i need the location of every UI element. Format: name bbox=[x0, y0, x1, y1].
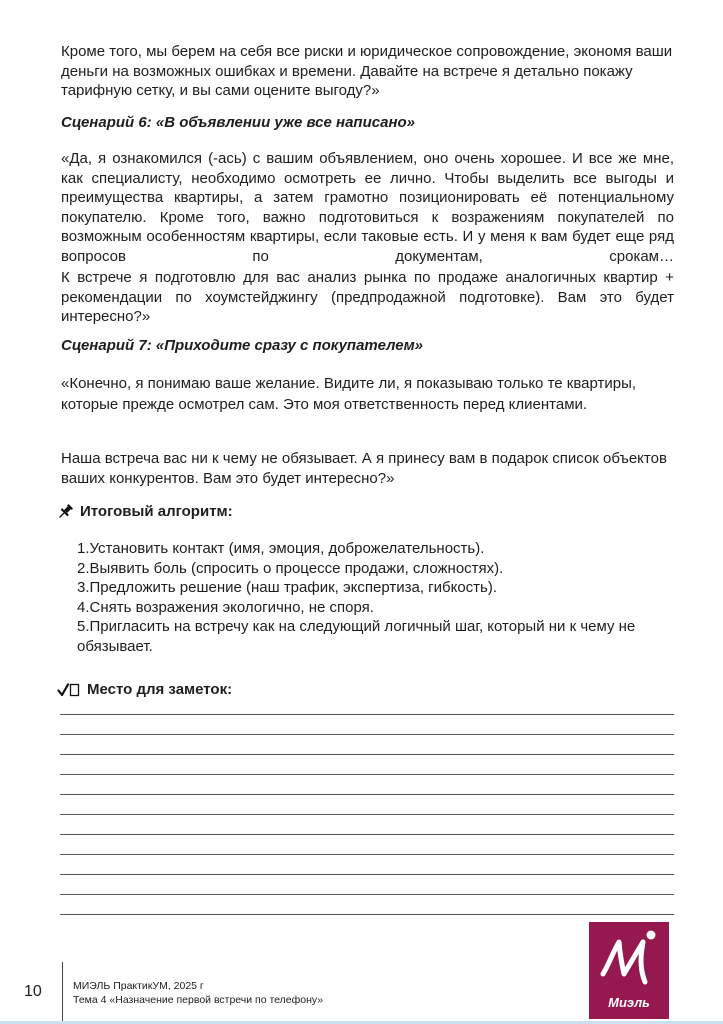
company-logo bbox=[589, 922, 669, 1019]
scenario-6-paragraph-1: «Да, я ознакомился (-ась) с вашим объявлением, оно очень хорошее. И все же мне, как специалисту, необходимо осмотреть ее лично. Чтобы выделить все выгоды и преимущества квартиры, а затем грамотно позиционировать её потенциальному покупателю. Кроме того, важно подготовиться к возражениям покупателей по возможным особенностям квартиры, если таковые есть. И у меня к вам будет еще ряд вопросов по документам, срокам… bbox=[61, 150, 674, 265]
note-line bbox=[60, 874, 674, 875]
note-line bbox=[60, 914, 674, 915]
algorithm-step: 5.Пригласить на встречу как на следующий логичный шаг, который ни к чему не обязывает. bbox=[77, 618, 636, 655]
page-number: 10 bbox=[24, 983, 42, 1000]
scenario-6-paragraph-2: К встрече я подготовлю для вас анализ рынка по продаже аналогичных квартир + рекомендации по хоумстейджингу (предпродажной подготовке). Вам это будет интересно?» bbox=[61, 269, 674, 325]
algorithm-step: 4.Снять возражения экологично, не споря. bbox=[77, 598, 374, 616]
pushpin-icon bbox=[57, 503, 74, 520]
scenario-7-paragraph-1: «Конечно, я понимаю ваше желание. Видите ли, я показываю только те квартиры, которые прежде осмотрел сам. Это моя ответственность перед клиентами. bbox=[61, 375, 637, 413]
algorithm-step: 3.Предложить решение (наш трафик, экспертиза, гибкость). bbox=[77, 579, 498, 596]
notes-heading bbox=[57, 680, 232, 700]
algorithm-title: Итоговый алгоритм: bbox=[80, 503, 233, 520]
footer-line-1: МИЭЛЬ ПрактикУМ, 2025 г bbox=[73, 980, 204, 992]
algorithm-step: 1.Установить контакт (имя, эмоция, доброжелательность). bbox=[77, 540, 485, 557]
notes-title: Место для заметок: bbox=[87, 681, 233, 698]
scenario-6-heading: Сценарий 6: «В объявлении уже все написано» bbox=[61, 114, 416, 131]
note-line bbox=[60, 794, 674, 795]
note-line bbox=[60, 734, 674, 735]
footer-divider bbox=[62, 962, 63, 1022]
algorithm-step: 2.Выявить боль (спросить о процессе продажи, сложностях). bbox=[77, 559, 504, 577]
intro-paragraph: Кроме того, мы берем на себя все риски и юридическое сопровождение, экономя ваши деньги на возможных ошибках и времени. Давайте на встрече я детально покажу тарифную сетку, и вы сами оцените выгоду?» bbox=[61, 43, 673, 99]
footer-line-2: Тема 4 «Назначение первой встречи по телефону» bbox=[73, 994, 324, 1006]
note-line bbox=[60, 894, 674, 895]
note-line bbox=[60, 854, 674, 855]
note-line bbox=[60, 834, 674, 835]
scenario-7-paragraph-2: Наша встреча вас ни к чему не обязывает. А я принесу вам в подарок список объектов ваших конкурентов. Вам это будет интересно?» bbox=[61, 450, 667, 487]
algorithm-steps bbox=[77, 539, 657, 656]
checkmark-icon bbox=[57, 682, 81, 698]
scenario-7-heading: Сценарий 7: «Приходите сразу с покупателем» bbox=[61, 337, 424, 354]
note-line bbox=[60, 814, 674, 815]
note-line bbox=[60, 774, 674, 775]
algorithm-heading bbox=[57, 502, 233, 522]
note-line bbox=[60, 754, 674, 755]
footer-caption bbox=[73, 979, 323, 1007]
note-line bbox=[60, 714, 674, 715]
logo-text: Миэль bbox=[608, 995, 650, 1010]
logo-mark-icon bbox=[589, 922, 669, 994]
